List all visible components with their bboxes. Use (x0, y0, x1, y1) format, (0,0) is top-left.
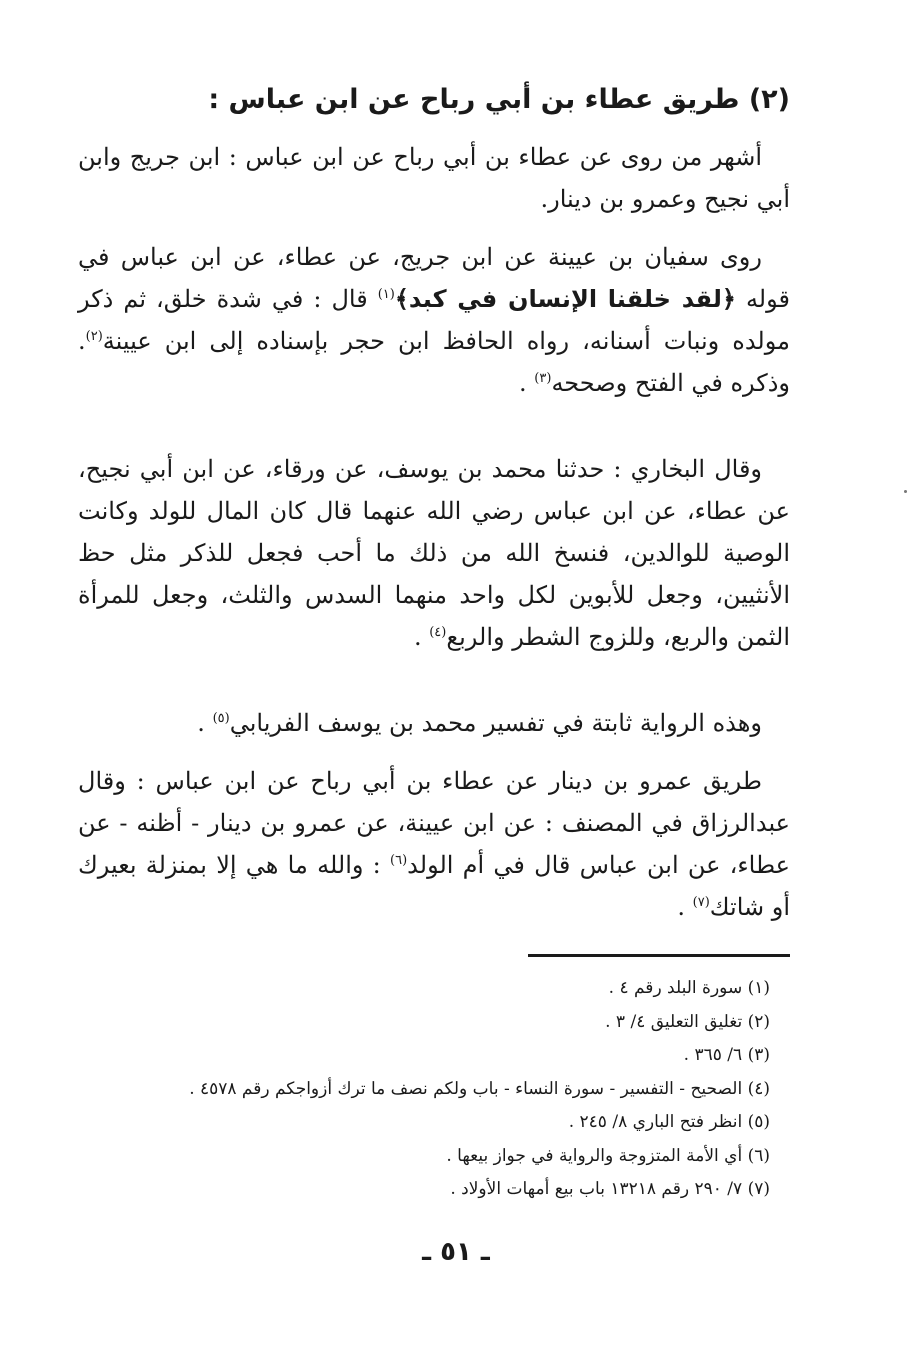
paragraph-3-text-b: . (413, 623, 430, 651)
footnote-1: (١) سورة البلد رقم ٤ . (608, 978, 770, 998)
main-text (78, 80, 790, 944)
footnote-ref-6: (٦) (390, 853, 408, 868)
footnote-ref-2: (٢) (85, 329, 103, 344)
section-heading: (٢) طريق عطاء بن أبي رباح عن ابن عباس : (208, 84, 790, 115)
footnote-ref-3: (٣) (534, 371, 552, 386)
paragraph-4-text-a: وهذه الرواية ثابتة في تفسير محمد بن يوسف الفريابي (229, 709, 762, 737)
footnote-5: (٥) انظر فتح الباري ٨/ ٢٤٥ . (568, 1112, 770, 1132)
paragraph-5-text-b: : والله ما هي إلا بمنزلة بعيرك أو شاتك (78, 851, 790, 921)
paragraph-2-text-a: روى سفيان بن عيينة عن ابن جريج، عن عطاء، عن ابن عباس في قوله (78, 243, 790, 313)
paragraph-5-text-c: . (677, 893, 693, 921)
paragraph-5 (78, 760, 790, 928)
paragraph-4-text-b: . (197, 709, 213, 737)
paragraph-1: أشهر من روى عن عطاء بن أبي رباح عن ابن عباس : ابن جريج وابن أبي نجيح وعمرو بن دينار. (78, 143, 790, 213)
footnote-7: (٧) ٧/ ٢٩٠ رقم ١٣٢١٨ باب بيع أمهات الأولاد . (450, 1179, 770, 1199)
scan-edge-mark (904, 490, 907, 493)
paragraph-4 (78, 702, 790, 744)
paragraph-5-text-a: طريق عمرو بن دينار عن عطاء بن أبي رباح عن ابن عباس : وقال عبدالرزاق في المصنف : عن ابن عيينة، عن عمرو بن دينار - أظنه - عن عطاء، عن ابن عباس قال في أم الولد (78, 767, 791, 879)
footnote-ref-7: (٧) (692, 895, 710, 910)
footnote-ref-5: (٥) (212, 711, 230, 726)
footnotes-list (78, 972, 770, 1207)
footnote-3: (٣) ٦/ ٣٦٥ . (683, 1045, 770, 1065)
footnote-ref-4: (٤) (429, 625, 447, 640)
footnote-ref-1: (١) (377, 287, 395, 302)
footnote-2: (٢) تغليق التعليق ٤/ ٣ . (605, 1011, 770, 1032)
footnote-4: (٤) الصحيح - التفسير - سورة النساء - باب ولكم نصف ما ترك أزواجكم رقم ٤٥٧٨ . (189, 1078, 770, 1099)
footnote-6: (٦) أي الأمة المتزوجة والرواية في جواز بيعها . (446, 1145, 770, 1166)
paragraph-3 (78, 448, 790, 658)
paragraph-2-text-d: . (519, 369, 535, 397)
page-number: ـ ٥١ ـ (422, 1237, 490, 1267)
paragraph-2-text-b: قال : في شدة خلق، ثم ذكر مولده ونبات أسنانه، رواه الحافظ ابن حجر بإسناده إلى ابن عيينة (78, 285, 790, 355)
paragraph-2 (78, 236, 790, 404)
quran-verse: ﴿لقد خلقنا الإنسان في كبد﴾ (394, 285, 736, 313)
paragraph-2-text-c: . وذكره في الفتح وصححه (78, 327, 790, 397)
paragraph-3-text-a: وقال البخاري : حدثنا محمد بن يوسف، عن ورقاء، عن ابن أبي نجيح، عن عطاء، عن ابن عباس رضي الله عنهما قال كان المال للولد وكانت الوصية للوالدين، فنسخ الله من ذلك ما أحب فجعل للذكر مثل حظ الأنثيين، وجعل للأبوين لكل واحد منهما السدس والثلث، وجعل للمرأة الثمن والربع، وللزوج الشطر والربع (78, 455, 790, 651)
footnote-separator (528, 954, 790, 957)
